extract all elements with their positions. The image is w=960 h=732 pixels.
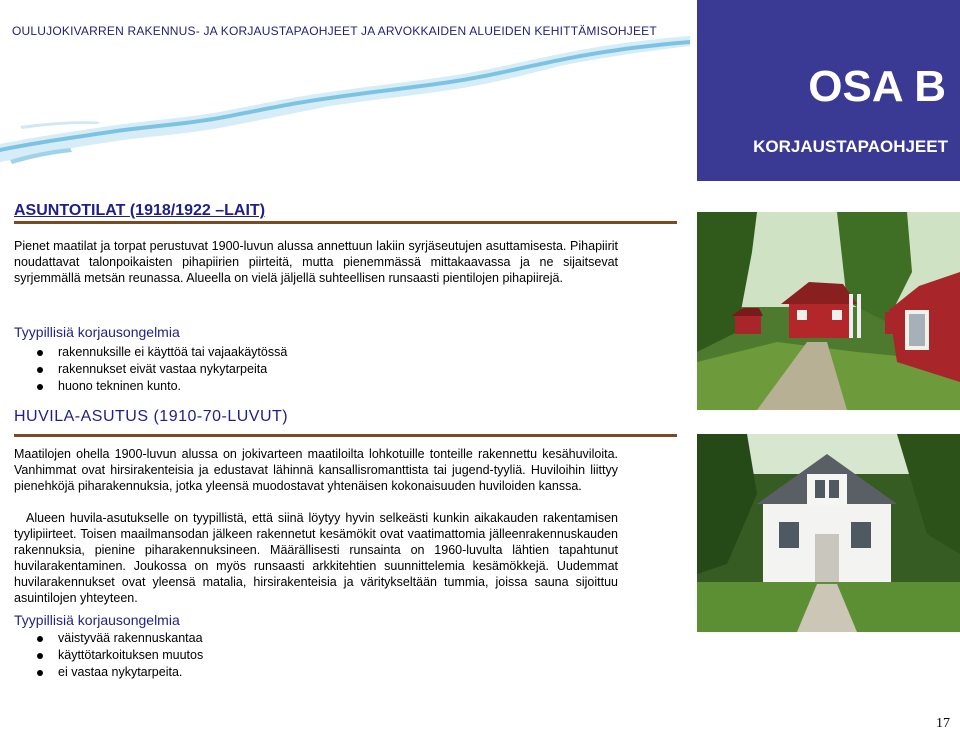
- white-villa-photo: [697, 434, 960, 632]
- running-title: OULUJOKIVARREN RAKENNUS- JA KORJAUSTAPAOHJEET JA ARVOKKAIDEN ALUEIDEN KEHITTÄMISOHJEET: [12, 24, 657, 38]
- section2-title: HUVILA-ASUTUS (1910-70-LUVUT): [14, 408, 289, 425]
- section1-paragraph: Pienet maatilat ja torpat perustuvat 1900-luvun alussa annettuun lakiin syrjäseutujen asuttamisesta. Pihapiirit noudattavat talonpoikaisten pihapiirien piirteitä, mutta pienemmässä mittakaavassa ja ne sijaitsevat syrjemmällä metsän reunassa. Alueella on vielä jäljellä suhteellisen runsaasti pientilojen pihapiirejä.: [14, 239, 618, 285]
- section1-divider: [14, 221, 677, 224]
- list-item: rakennuksille ei käyttöä tai vajaakäytössä: [14, 344, 287, 361]
- section2-problems-heading: Tyypillisiä korjausongelmia: [14, 612, 180, 628]
- section1-problems-list: [14, 344, 287, 395]
- section2-divider: [14, 434, 677, 437]
- section2-paragraph-1: Maatilojen ohella 1900-luvun alussa on jokivarteen maatiloilta lohkotuille tonteille rakennettu kesähuviloita. Vanhimmat ovat hirsirakenteisia ja edustavat lähinnä kansallisromanttista tai jugend-tyyliä. Huviloihin liittyy pienehköjä piharakennuksia, jotka yleensä muodostavat yhtenäisen kokonaisuuden huviloiden kanssa.: [14, 447, 618, 493]
- river-map-graphic: [0, 36, 690, 166]
- list-item: käyttötarkoituksen muutos: [14, 647, 203, 664]
- list-item: rakennukset eivät vastaa nykytarpeita: [14, 361, 287, 378]
- list-item: huono tekninen kunto.: [14, 378, 287, 395]
- section-badge: [697, 0, 960, 181]
- list-item: ei vastaa nykytarpeita.: [14, 664, 203, 681]
- badge-title: OSA B: [808, 62, 946, 111]
- section2-paragraph-2: Alueen huvila-asutukselle on tyypillistä, että siinä löytyy hyvin selkeästi kunkin aikakauden rakentamisen tyylipiirteet. Toisen maailmansodan jälkeen rakennetut kesämökit ovat vaatimattomia jälleenrakennuskauden rakennuksia, pienine piharakennuksineen. Määrällisesti runsainta on 1960-luvulta lähtien tapahtunut huvilarakentaminen. Joukossa on myös runsaasti arkkitehtien suunnittelemia kesämökkejä. Uudemmat huvilarakennukset ovat yleensä matalia, hirsirakenteisia ja väritykseltään tummia, joissa sauna sijoittuu asuintilojen yhteyteen.: [14, 511, 618, 605]
- red-farm-buildings-photo: [697, 212, 960, 410]
- list-item: väistyvää rakennuskantaa: [14, 630, 203, 647]
- section1-title: ASUNTOTILAT (1918/1922 –LAIT): [14, 202, 266, 219]
- section1-problems-heading: Tyypillisiä korjausongelmia: [14, 324, 180, 340]
- badge-subtitle: KORJAUSTAPAOHJEET: [753, 137, 948, 156]
- section2-problems-list: [14, 630, 203, 681]
- page-number: 17: [936, 716, 950, 731]
